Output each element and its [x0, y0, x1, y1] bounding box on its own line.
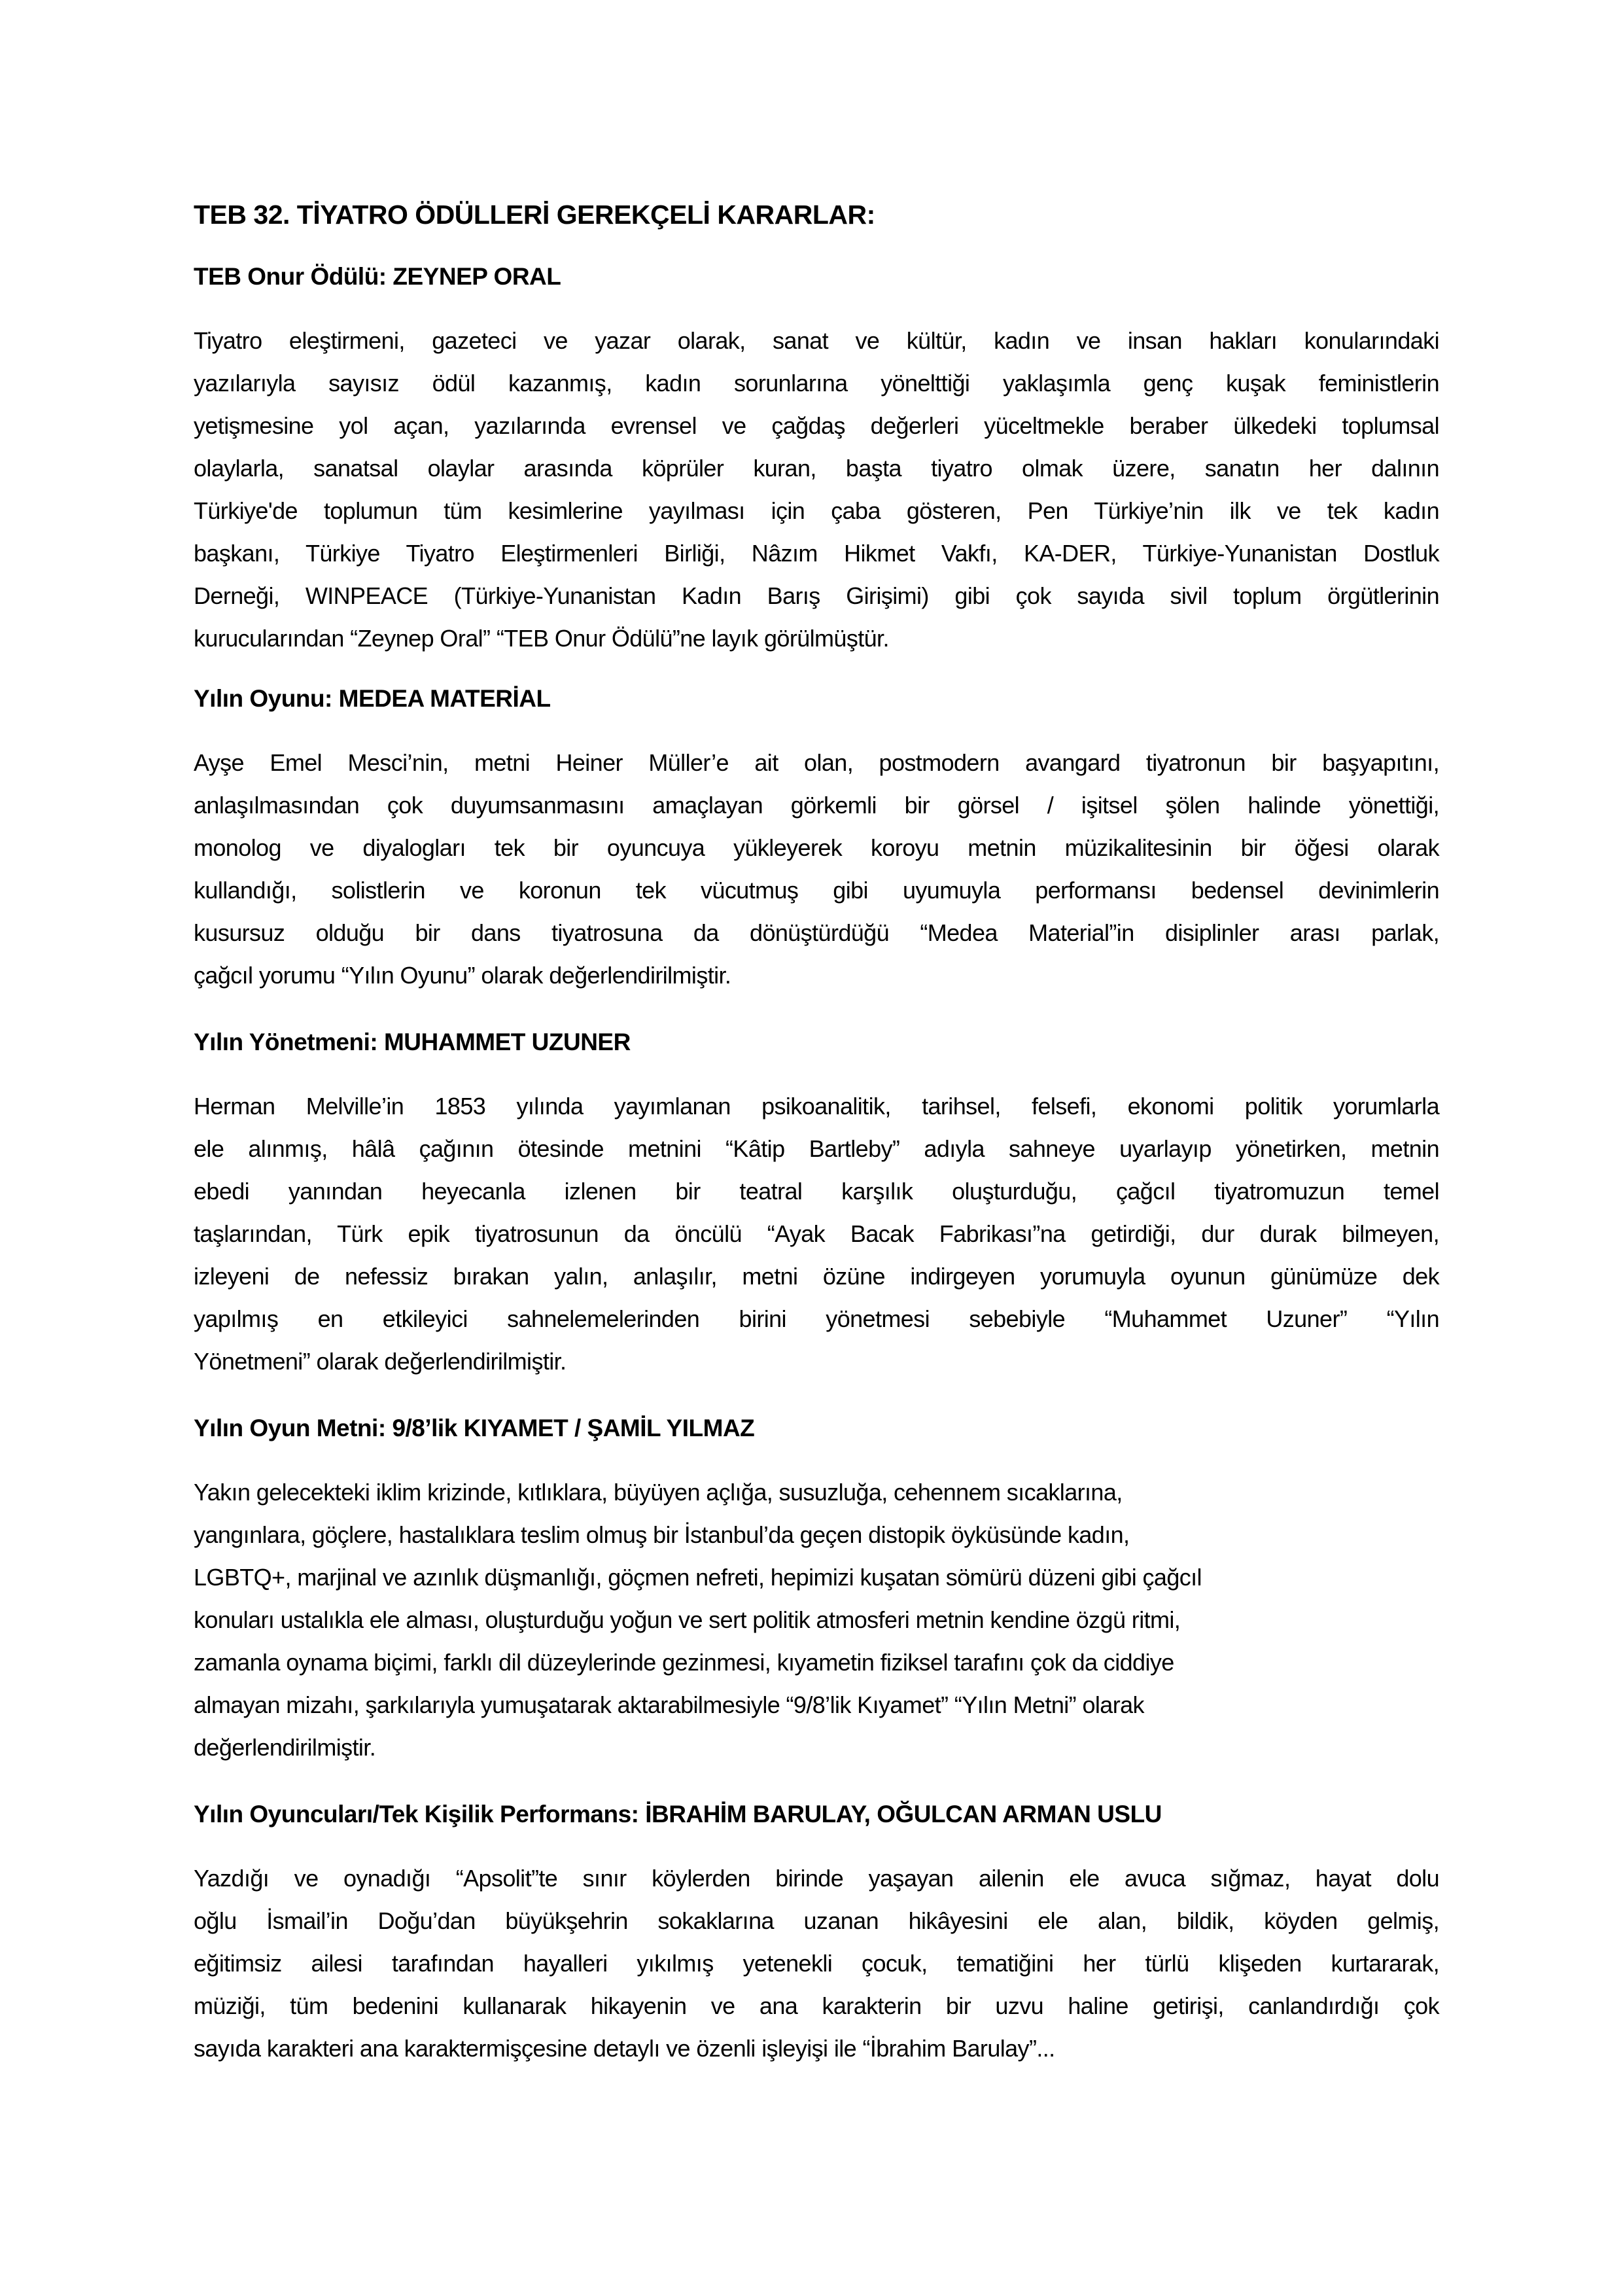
paragraph-line: Yazdığı ve oynadığı “Apsolit”te sınır köylerden birinde yaşayan ailenin ele avuca sığmaz, hayat dolu [194, 1865, 1439, 1892]
paragraph-line: kullandığı, solistlerin ve koronun tek vücutmuş gibi uyumuyla performansı bedensel devinimlerin [194, 877, 1439, 904]
paragraph-line: değerlendirilmiştir. [194, 1734, 376, 1761]
paragraph-line: Yakın gelecekteki iklim krizinde, kıtlıklara, büyüyen açlığa, susuzluğa, cehennem sıcaklarına, [194, 1479, 1123, 1506]
paragraph-line: anlaşılmasından çok duyumsanmasını amaçlayan görkemli bir görsel / işitsel şölen halinde yönettiği, [194, 792, 1439, 819]
paragraph-line: sayıda karakteri ana karaktermişçesine detaylı ve özenli işleyişi ile “İbrahim Barulay”... [194, 2035, 1055, 2062]
paragraph-line: konuları ustalıkla ele alması, oluşturduğu yoğun ve sert politik atmosferi metnin kendine özgü ritmi, [194, 1606, 1181, 1633]
section-honorary-award [194, 258, 1439, 660]
paragraph-line: Yönetmeni” olarak değerlendirilmiştir. [194, 1348, 567, 1375]
section-heading: Yılın Oyuncuları/Tek Kişilik Performans: İBRAHİM BARULAY, OĞULCAN ARMAN USLU [194, 1801, 1162, 1828]
section-paragraph [194, 319, 1439, 660]
section-heading: Yılın Oyunu: MEDEA MATERİAL [194, 685, 551, 712]
paragraph-line: monolog ve diyalogları tek bir oyuncuya yükleyerek koroyu metnin müzikalitesinin bir öğesi olarak [194, 834, 1439, 861]
paragraph-line: oğlu İsmail’in Doğu’dan büyükşehrin sokaklarına uzanan hikâyesini ele alan, bildik, köyden gelmiş, [194, 1907, 1439, 1934]
section-heading: TEB Onur Ödülü: ZEYNEP ORAL [194, 263, 561, 290]
paragraph-line: yetişmesine yol açan, yazılarında evrensel ve çağdaş değerleri yüceltmekle beraber ülkedeki toplumsal [194, 412, 1439, 439]
paragraph-line: almayan mizahı, şarkılarıyla yumuşatarak aktarabilmesiyle “9/8’lik Kıyamet” “Yılın Metni” olarak [194, 1691, 1144, 1718]
paragraph-line: taşlarından, Türk epik tiyatrosunun da öncülü “Ayak Bacak Fabrikası”na getirdiği, dur durak bilmeyen, [194, 1220, 1439, 1247]
paragraph-line: başkanı, Türkiye Tiyatro Eleştirmenleri Birliği, Nâzım Hikmet Vakfı, KA-DER, Türkiye-Yunanistan Dostluk [194, 540, 1439, 567]
section-paragraph [194, 741, 1439, 997]
paragraph-line: Türkiye'de toplumun tüm kesimlerine yayılması için çaba gösteren, Pen Türkiye’nin ilk ve tek kadın [194, 497, 1439, 524]
paragraph-line: çağcıl yorumu “Yılın Oyunu” olarak değerlendirilmiştir. [194, 962, 731, 989]
paragraph-line: ebedi yanından heyecanla izlenen bir teatral karşılık oluşturduğu, çağcıl tiyatromuzun temel [194, 1178, 1439, 1205]
section-actors-of-the-year [194, 1796, 1439, 2070]
section-heading: Yılın Yönetmeni: MUHAMMET UZUNER [194, 1029, 631, 1055]
paragraph-line: LGBTQ+, marjinal ve azınlık düşmanlığı, göçmen nefreti, hepimizi kuşatan sömürü düzeni gibi çağcıl [194, 1564, 1202, 1591]
paragraph-line: Herman Melville’in 1853 yılında yayımlanan psikoanalitik, tarihsel, felsefi, ekonomi politik yorumlarla [194, 1093, 1439, 1120]
section-paragraph [194, 1085, 1439, 1383]
paragraph-line: ele alınmış, hâlâ çağının ötesinde metnini “Kâtip Bartleby” adıyla sahneye uyarlayıp yönetirken, metnin [194, 1135, 1439, 1162]
document-title: TEB 32. TİYATRO ÖDÜLLERİ GEREKÇELİ KARARLAR: [194, 200, 875, 230]
paragraph-line: eğitimsiz ailesi tarafından hayalleri yıkılmış yetenekli çocuk, tematiğini her türlü klişeden kurtararak, [194, 1950, 1439, 1977]
paragraph-line: yazılarıyla sayısız ödül kazanmış, kadın sorunlarına yönelttiği yaklaşımla genç kuşak feministlerin [194, 370, 1439, 397]
paragraph-line: yapılmış en etkileyici sahnelemelerinden birini yönetmesi sebebiyle “Muhammet Uzuner” “Yılın [194, 1305, 1439, 1332]
paragraph-line: olaylarla, sanatsal olaylar arasında köprüler kuran, başta tiyatro olmak üzere, sanatın her dalının [194, 455, 1439, 482]
section-paragraph [194, 1857, 1439, 2070]
paragraph-line: zamanla oynama biçimi, farklı dil düzeylerinde gezinmesi, kıyametin fiziksel tarafını çok da ciddiye [194, 1649, 1174, 1676]
paragraph-line: kusursuz olduğu bir dans tiyatrosuna da dönüştürdüğü “Medea Material”in disiplinler arası parlak, [194, 919, 1439, 946]
section-paragraph [194, 1471, 1439, 1769]
paragraph-line: yangınlara, göçlere, hastalıklara teslim olmuş bir İstanbul’da geçen distopik öyküsünde kadın, [194, 1521, 1130, 1548]
paragraph-line: Ayşe Emel Mesci’nin, metni Heiner Müller’e ait olan, postmodern avangard tiyatronun bir başyapıtını, [194, 749, 1439, 776]
paragraph-line: izleyeni de nefessiz bırakan yalın, anlaşılır, metni özüne indirgeyen yorumuyla oyunun günümüze dek [194, 1263, 1439, 1290]
paragraph-line: Derneği, WINPEACE (Türkiye-Yunanistan Kadın Barış Girişimi) gibi çok sayıda sivil toplum örgütlerinin [194, 582, 1439, 609]
section-director-of-the-year [194, 1024, 1439, 1383]
paragraph-line: müziği, tüm bedenini kullanarak hikayenin ve ana karakterin bir uzvu haline getirişi, canlandırdığı çok [194, 1992, 1439, 2019]
section-play-of-the-year [194, 680, 1439, 997]
paragraph-line: Tiyatro eleştirmeni, gazeteci ve yazar olarak, sanat ve kültür, kadın ve insan hakları konularındaki [194, 327, 1439, 354]
section-heading: Yılın Oyun Metni: 9/8’lik KIYAMET / ŞAMİL YILMAZ [194, 1415, 755, 1441]
paragraph-line: kurucularından “Zeynep Oral” “TEB Onur Ödülü”ne layık görülmüştür. [194, 625, 889, 652]
section-playwright-of-the-year [194, 1410, 1439, 1769]
